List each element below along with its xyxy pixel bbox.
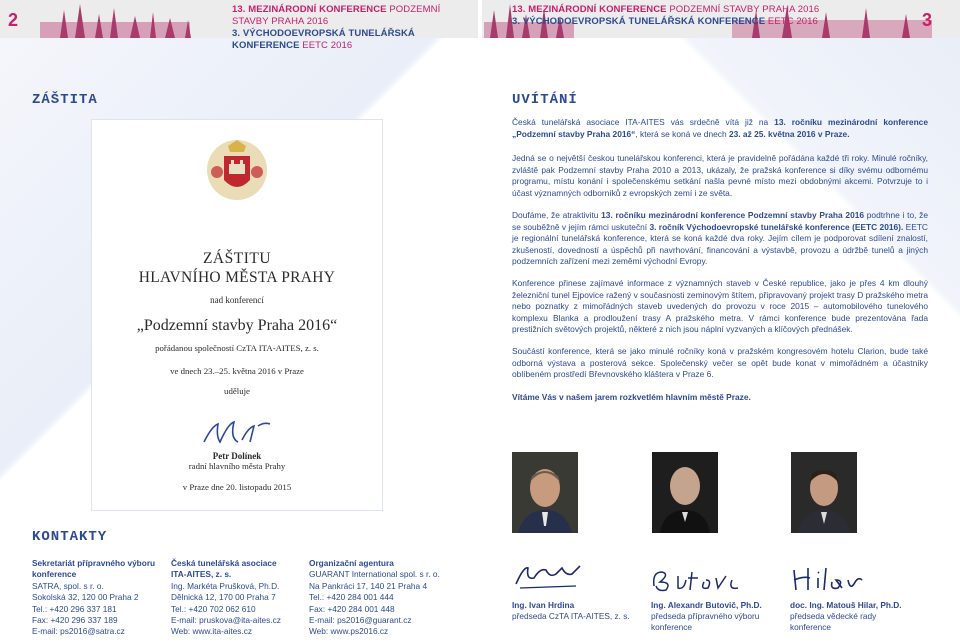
- welcome-paragraph-5: Součástí konference, která se jako minulé ročníky koná v pražském kongresovém hotelu Clarion, bude také odborná výstava a posterová sekce. Společenský večer se opět bude konat v mimořádném a účastníky oblíbeném prostředí Břevnovského kláštera v Praze 6.: [512, 346, 928, 380]
- signatory-hilar: [790, 600, 902, 633]
- page-number-left: 2: [8, 10, 19, 30]
- contact2-web-link[interactable]: Web: www.ita-aites.cz: [171, 626, 252, 637]
- signatory1-role1: předseda CzTA ITA-AITES, z. s.: [512, 611, 630, 621]
- patronage-heading-1: ZÁŠTITU: [202, 250, 272, 267]
- welcome-paragraph-3: [512, 210, 928, 268]
- photo-matous-hilar: [791, 452, 857, 533]
- page-number-right: 3: [922, 10, 933, 30]
- contact3-line4: Tel.: +420 284 001 444: [309, 592, 394, 603]
- signature-butovic-image: [648, 562, 748, 598]
- section-title-uvitani: UVÍTÁNÍ: [512, 92, 578, 108]
- p1-text-c: , která se koná ve dnech: [635, 128, 729, 139]
- signatory3-role1: předseda vědecké rady: [790, 611, 877, 621]
- welcome-paragraph-6: Vítáme Vás v našem jarem rozkvetlém hlavním městě Praze.: [512, 392, 751, 402]
- contact2-line5: Tel.: +420 702 062 610: [171, 603, 256, 614]
- contact3-web-link[interactable]: Web: www.ps2016.cz: [309, 626, 389, 637]
- contact2-line4: Dělnická 12, 170 00 Praha 7: [171, 592, 276, 603]
- contact-cta: [171, 558, 281, 638]
- patronage-heading-2: HLAVNÍHO MĚSTA PRAHY: [138, 269, 336, 286]
- contact2-line1: Česká tunelářská asociace: [171, 558, 277, 568]
- p1-text-a: Česká tunelářská asociace ITA-AITES vás srdečně vítá již na: [512, 117, 775, 127]
- p1-text-d: 23. až 25. května 2016 v Praze.: [728, 128, 850, 139]
- header-right-line1-suffix: PODZEMNÍ STAVBY PRAHA 2016: [669, 4, 820, 15]
- signature-hrdina-image: [510, 556, 590, 596]
- header-left-line1-suffix: PODZEMNÍ STAVBY PRAHA 2016: [232, 4, 441, 27]
- welcome-paragraph-4: Konference přinese zajímavé informace z významných staveb v České republice, jako je přes 4 km dlouhý železniční tunel Ejpovice ražený v současnosti zeminovým štítem, připravovaný projekt trasy D pražského metra nebo poznatky z mimořádných staveb uvedených do provozu v roce 2015 – automobilového tunelového komplexu Blanka a prodloužení trasy A pražského metra. V rámci konference bude prezentována řada prestižních světových projektů, některé z nich jsou náplní vyzvaných a klíčových přednášek.: [512, 278, 928, 335]
- section-title-zastita: ZÁŠTITA: [32, 92, 98, 108]
- p1-text-b: 13. ročníku mezinárodní konference „Podzemní stavby Praha 2016“: [512, 117, 928, 139]
- p3-text-a: Doufáme, že atraktivitu: [512, 210, 602, 220]
- p3-text-d: 3. ročník Východoevropské tunelářské konference (EETC 2016).: [649, 221, 904, 232]
- patronage-over: nad konferencí: [210, 295, 264, 305]
- welcome-paragraph-1: [512, 117, 928, 140]
- signatory-hrdina: [512, 600, 630, 622]
- header-right-line2-suffix: EETC 2016: [767, 16, 818, 27]
- header-left: [0, 0, 478, 51]
- patronage-conference: „Podzemní stavby Praha 2016“: [136, 317, 338, 334]
- contact1-line4: Sokolská 32, 120 00 Praha 2: [32, 592, 139, 603]
- contact1-line1: Sekretariát přípravného výboru: [32, 558, 156, 568]
- signer-title: radní hlavního města Prahy: [188, 461, 286, 471]
- contact1-line2: konference: [32, 569, 77, 580]
- header-right-line1: 13. MEZINÁRODNÍ KONFERENCE: [512, 4, 667, 15]
- signatory-butovic: [651, 600, 762, 633]
- patronage-card: [92, 120, 382, 510]
- contact1-line6: Fax: +420 296 337 189: [32, 615, 118, 626]
- contact3-line2: GUARANT International spol. s r. o.: [309, 569, 440, 580]
- contact3-line5: Fax: +420 284 001 448: [309, 603, 395, 614]
- header-title-right: [512, 4, 819, 28]
- signer-name: Petr Dolínek: [212, 451, 262, 461]
- signatory2-role1: předseda přípravného výboru: [651, 611, 760, 621]
- header-left-line1: 13. MEZINÁRODNÍ KONFERENCE: [232, 4, 387, 15]
- photo-ivan-hrdina: [512, 452, 578, 533]
- contact3-line1: Organizační agentura: [309, 558, 394, 568]
- contact1-email-link[interactable]: E-mail: ps2016@satra.cz: [32, 626, 125, 637]
- signature-hilar-image: [788, 560, 888, 598]
- patronage-dates: ve dnech 23.–25. května 2016 v Praze: [170, 366, 304, 376]
- signatory2-role2: konference: [651, 622, 693, 632]
- contact2-line2: ITA-AITES, z. s.: [171, 569, 232, 580]
- p3-text-e: EETC je regionální tunelářská konference, která se koná každé dva roky. Jejím cílem je podporovat sdílení znalostí, zkušeností, dovedností a úspěchů při navrhování, financování a výstavbě, provozu a údržbě tunelů a jiných podzemních zařízení mezi zeměmi východní Evropy.: [512, 221, 928, 267]
- prague-coat-of-arms-icon: [204, 134, 270, 204]
- contact1-line3: SATRA, spol. s r. o.: [32, 580, 104, 591]
- contact3-line3: Na Pankráci 17, 140 21 Praha 4: [309, 580, 428, 591]
- p3-text-b: 13. ročníku mezinárodní konference Podzemní stavby Praha 2016: [601, 210, 865, 220]
- header-title-left: [232, 4, 478, 52]
- contact2-line3: Ing. Markéta Prušková, Ph.D.: [171, 580, 280, 591]
- patronage-organized: pořádanou společností CzTA ITA-AITES, z. s.: [155, 343, 319, 353]
- contact3-email-link[interactable]: E-mail: ps2016@guarant.cz: [309, 615, 412, 626]
- header-left-line2: 3. VÝCHODOEVROPSKÁ TUNELÁŘSKÁ KONFERENCE: [232, 28, 415, 51]
- header-left-line2-suffix: EETC 2016: [302, 40, 353, 51]
- place-date: v Praze dne 20. listopadu 2015: [182, 482, 292, 492]
- contact-secretariat: [32, 558, 155, 638]
- photo-alexandr-butovic: [652, 452, 718, 533]
- welcome-paragraph-2: Jedná se o největší českou tunelářskou konferenci, která je pravidelně pořádána každé tři roky. Minulé ročníky, zvláště pak Podzemní stavby Praha 2010 a 2013, ukázaly, že pražská konference si díky svému odbornému programu, místu konání i společenskému setkání našla pevné místo mezi obdobnými akcemi. Potvrzuje to i účast významných odborníků z evropských zemí i ze světa.: [512, 153, 928, 198]
- signatory2-name: Ing. Alexandr Butovič, Ph.D.: [651, 600, 762, 610]
- section-title-kontakty: KONTAKTY: [32, 529, 108, 545]
- signature-dolinek-image: [198, 416, 278, 450]
- signatory3-name: doc. Ing. Matouš Hilar, Ph.D.: [790, 600, 902, 610]
- contact2-email-link[interactable]: E-mail: pruskova@ita-aites.cz: [171, 615, 281, 626]
- header-right-line2: 3. VÝCHODOEVROPSKÁ TUNELÁŘSKÁ KONFERENCE: [512, 16, 766, 27]
- contact-agency: [309, 558, 440, 638]
- p3-text-c: podtrhne i to, že se souběžně v jejím rámci uskuteční: [512, 210, 928, 232]
- patronage-grants: uděluje: [224, 386, 250, 396]
- signatory1-name: Ing. Ivan Hrdina: [512, 600, 575, 610]
- contact1-line5: Tel.: +420 296 337 181: [32, 603, 117, 614]
- signatory3-role2: konference: [790, 622, 832, 632]
- header-right: [482, 0, 960, 38]
